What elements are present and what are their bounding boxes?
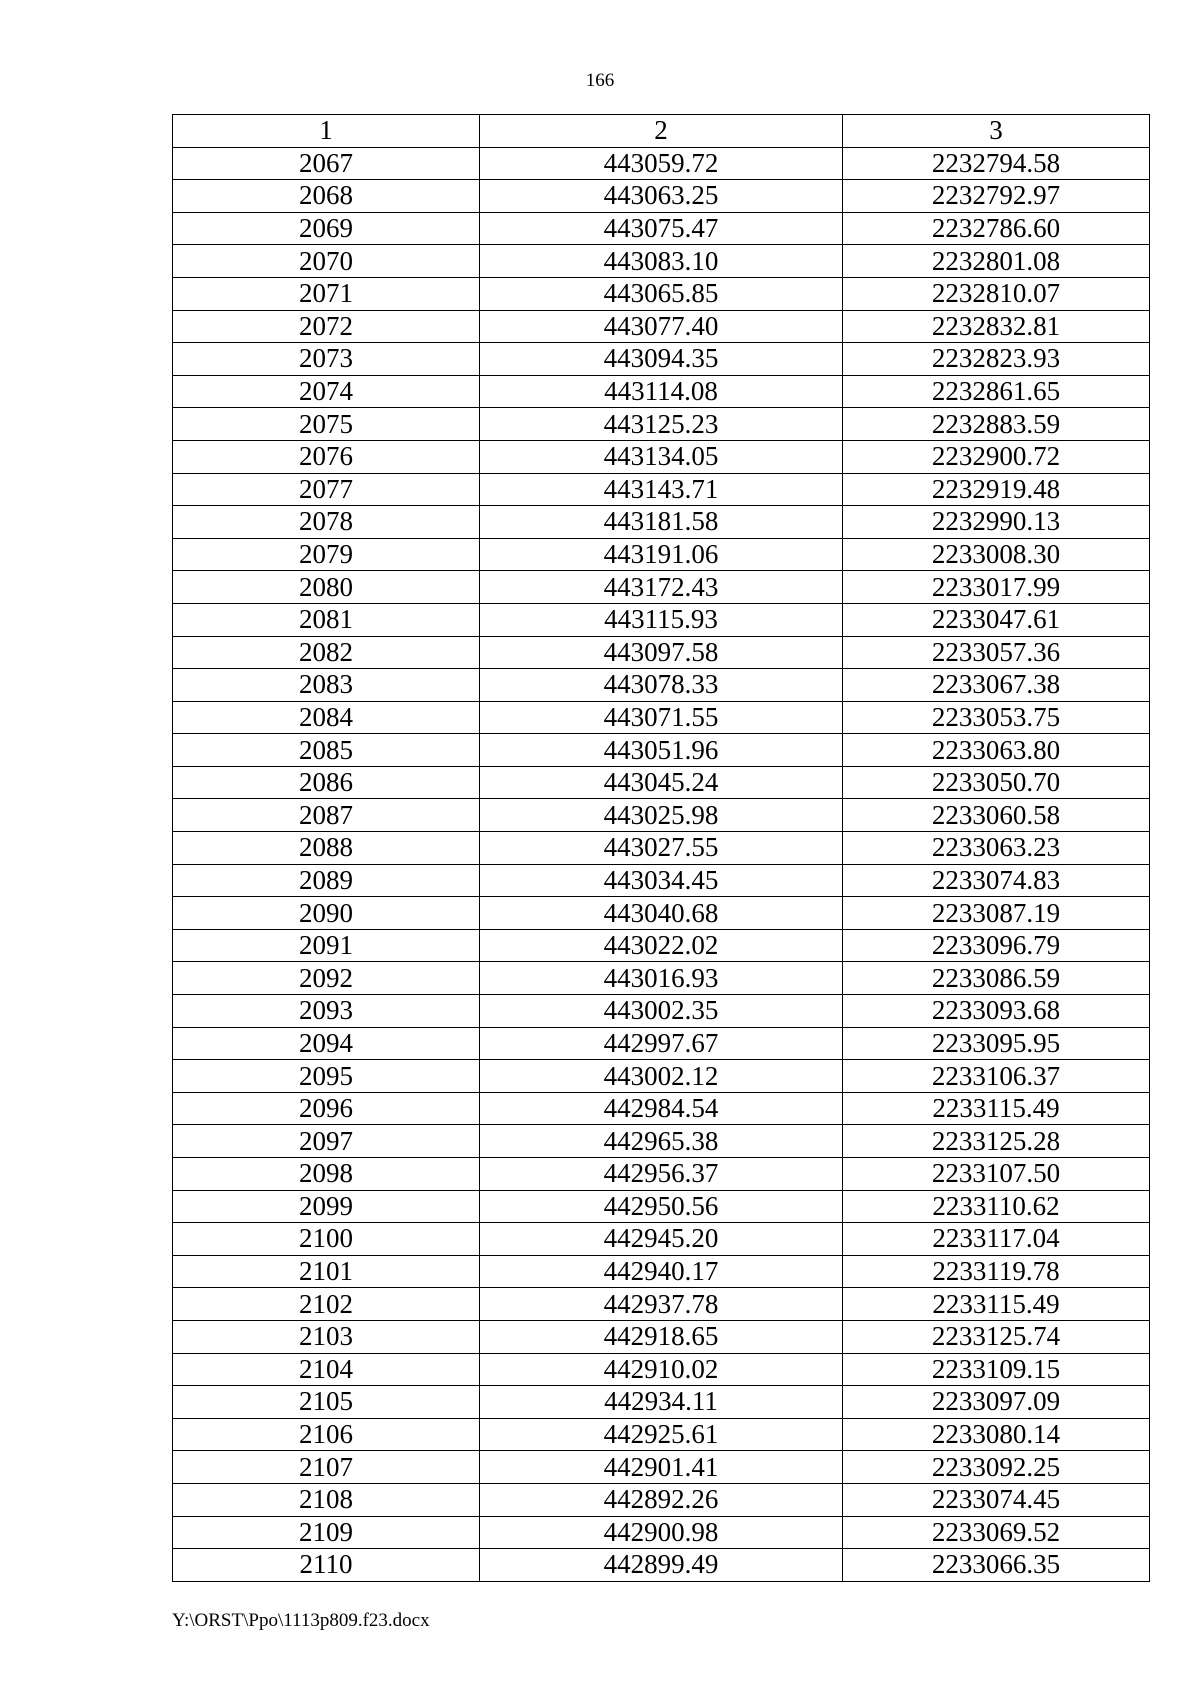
point-number-cell: 2073 bbox=[173, 343, 480, 376]
point-number-cell: 2099 bbox=[173, 1190, 480, 1223]
table-row bbox=[173, 766, 1150, 799]
x-coordinate-cell: 442940.17 bbox=[480, 1255, 843, 1288]
table-body bbox=[173, 115, 1150, 1582]
x-coordinate-cell: 443134.05 bbox=[480, 440, 843, 473]
point-number-cell: 2106 bbox=[173, 1418, 480, 1451]
point-number-cell: 2088 bbox=[173, 832, 480, 865]
x-coordinate-cell: 443143.71 bbox=[480, 473, 843, 506]
x-coordinate-cell: 442892.26 bbox=[480, 1483, 843, 1516]
table-row bbox=[173, 147, 1150, 180]
y-coordinate-cell: 2233067.38 bbox=[843, 669, 1150, 702]
point-number-cell: 2108 bbox=[173, 1483, 480, 1516]
x-coordinate-cell: 443115.93 bbox=[480, 603, 843, 636]
x-coordinate-cell: 443002.12 bbox=[480, 1060, 843, 1093]
x-coordinate-cell: 442918.65 bbox=[480, 1320, 843, 1353]
table-header-row bbox=[173, 115, 1150, 148]
y-coordinate-cell: 2232786.60 bbox=[843, 212, 1150, 245]
footer-file-path: Y:\ORST\Ppo\1113p809.f23.docx bbox=[172, 1610, 430, 1631]
x-coordinate-cell: 442934.11 bbox=[480, 1386, 843, 1419]
table-row bbox=[173, 1353, 1150, 1386]
point-number-cell: 2085 bbox=[173, 734, 480, 767]
point-number-cell: 2095 bbox=[173, 1060, 480, 1093]
x-coordinate-cell: 442965.38 bbox=[480, 1125, 843, 1158]
y-coordinate-cell: 2233017.99 bbox=[843, 571, 1150, 604]
y-coordinate-cell: 2232794.58 bbox=[843, 147, 1150, 180]
y-coordinate-cell: 2233106.37 bbox=[843, 1060, 1150, 1093]
y-coordinate-cell: 2232900.72 bbox=[843, 440, 1150, 473]
x-coordinate-cell: 442984.54 bbox=[480, 1092, 843, 1125]
table-row bbox=[173, 1451, 1150, 1484]
x-coordinate-cell: 443045.24 bbox=[480, 766, 843, 799]
x-coordinate-cell: 443059.72 bbox=[480, 147, 843, 180]
y-coordinate-cell: 2233057.36 bbox=[843, 636, 1150, 669]
table-row bbox=[173, 1158, 1150, 1191]
point-number-cell: 2090 bbox=[173, 897, 480, 930]
y-coordinate-cell: 2233087.19 bbox=[843, 897, 1150, 930]
x-coordinate-cell: 442925.61 bbox=[480, 1418, 843, 1451]
table-row bbox=[173, 962, 1150, 995]
y-coordinate-cell: 2232810.07 bbox=[843, 277, 1150, 310]
table-row bbox=[173, 212, 1150, 245]
y-coordinate-cell: 2232832.81 bbox=[843, 310, 1150, 343]
x-coordinate-cell: 442997.67 bbox=[480, 1027, 843, 1060]
y-coordinate-cell: 2233069.52 bbox=[843, 1516, 1150, 1549]
x-coordinate-cell: 443051.96 bbox=[480, 734, 843, 767]
x-coordinate-cell: 442945.20 bbox=[480, 1223, 843, 1256]
point-number-cell: 2086 bbox=[173, 766, 480, 799]
y-coordinate-cell: 2233109.15 bbox=[843, 1353, 1150, 1386]
point-number-cell: 2091 bbox=[173, 929, 480, 962]
x-coordinate-cell: 443027.55 bbox=[480, 832, 843, 865]
table-row bbox=[173, 669, 1150, 702]
table-row bbox=[173, 440, 1150, 473]
column-header: 1 bbox=[173, 115, 480, 148]
point-number-cell: 2092 bbox=[173, 962, 480, 995]
x-coordinate-cell: 442899.49 bbox=[480, 1549, 843, 1582]
y-coordinate-cell: 2233095.95 bbox=[843, 1027, 1150, 1060]
table-row bbox=[173, 343, 1150, 376]
table-row bbox=[173, 1060, 1150, 1093]
x-coordinate-cell: 443083.10 bbox=[480, 245, 843, 278]
y-coordinate-cell: 2233093.68 bbox=[843, 995, 1150, 1028]
point-number-cell: 2093 bbox=[173, 995, 480, 1028]
table-row bbox=[173, 571, 1150, 604]
x-coordinate-cell: 443077.40 bbox=[480, 310, 843, 343]
y-coordinate-cell: 2233060.58 bbox=[843, 799, 1150, 832]
point-number-cell: 2103 bbox=[173, 1320, 480, 1353]
x-coordinate-cell: 443025.98 bbox=[480, 799, 843, 832]
page-number: 166 bbox=[585, 70, 615, 91]
y-coordinate-cell: 2233050.70 bbox=[843, 766, 1150, 799]
point-number-cell: 2074 bbox=[173, 375, 480, 408]
y-coordinate-cell: 2233107.50 bbox=[843, 1158, 1150, 1191]
table-row bbox=[173, 375, 1150, 408]
point-number-cell: 2110 bbox=[173, 1549, 480, 1582]
y-coordinate-cell: 2233053.75 bbox=[843, 701, 1150, 734]
table-row bbox=[173, 1320, 1150, 1353]
table-row bbox=[173, 1125, 1150, 1158]
table-row bbox=[173, 929, 1150, 962]
y-coordinate-cell: 2232801.08 bbox=[843, 245, 1150, 278]
y-coordinate-cell: 2233125.28 bbox=[843, 1125, 1150, 1158]
table-row bbox=[173, 506, 1150, 539]
y-coordinate-cell: 2232919.48 bbox=[843, 473, 1150, 506]
point-number-cell: 2075 bbox=[173, 408, 480, 441]
point-number-cell: 2102 bbox=[173, 1288, 480, 1321]
point-number-cell: 2071 bbox=[173, 277, 480, 310]
y-coordinate-cell: 2233080.14 bbox=[843, 1418, 1150, 1451]
point-number-cell: 2105 bbox=[173, 1386, 480, 1419]
x-coordinate-cell: 443114.08 bbox=[480, 375, 843, 408]
y-coordinate-cell: 2233074.83 bbox=[843, 864, 1150, 897]
y-coordinate-cell: 2233125.74 bbox=[843, 1320, 1150, 1353]
y-coordinate-cell: 2232861.65 bbox=[843, 375, 1150, 408]
y-coordinate-cell: 2233074.45 bbox=[843, 1483, 1150, 1516]
table-row bbox=[173, 180, 1150, 213]
table-row bbox=[173, 636, 1150, 669]
point-number-cell: 2067 bbox=[173, 147, 480, 180]
x-coordinate-cell: 443022.02 bbox=[480, 929, 843, 962]
point-number-cell: 2094 bbox=[173, 1027, 480, 1060]
point-number-cell: 2080 bbox=[173, 571, 480, 604]
point-number-cell: 2070 bbox=[173, 245, 480, 278]
y-coordinate-cell: 2233115.49 bbox=[843, 1092, 1150, 1125]
x-coordinate-cell: 442956.37 bbox=[480, 1158, 843, 1191]
table-row bbox=[173, 1190, 1150, 1223]
point-number-cell: 2084 bbox=[173, 701, 480, 734]
point-number-cell: 2107 bbox=[173, 1451, 480, 1484]
table-row bbox=[173, 245, 1150, 278]
x-coordinate-cell: 443065.85 bbox=[480, 277, 843, 310]
y-coordinate-cell: 2233066.35 bbox=[843, 1549, 1150, 1582]
table-row bbox=[173, 1255, 1150, 1288]
y-coordinate-cell: 2233110.62 bbox=[843, 1190, 1150, 1223]
point-number-cell: 2098 bbox=[173, 1158, 480, 1191]
x-coordinate-cell: 442910.02 bbox=[480, 1353, 843, 1386]
point-number-cell: 2100 bbox=[173, 1223, 480, 1256]
x-coordinate-cell: 443002.35 bbox=[480, 995, 843, 1028]
column-header: 3 bbox=[843, 115, 1150, 148]
point-number-cell: 2087 bbox=[173, 799, 480, 832]
table-row bbox=[173, 1288, 1150, 1321]
table-row bbox=[173, 277, 1150, 310]
y-coordinate-cell: 2233063.80 bbox=[843, 734, 1150, 767]
y-coordinate-cell: 2232823.93 bbox=[843, 343, 1150, 376]
x-coordinate-cell: 443075.47 bbox=[480, 212, 843, 245]
point-number-cell: 2083 bbox=[173, 669, 480, 702]
table-row bbox=[173, 1483, 1150, 1516]
table-row bbox=[173, 734, 1150, 767]
x-coordinate-cell: 443172.43 bbox=[480, 571, 843, 604]
point-number-cell: 2097 bbox=[173, 1125, 480, 1158]
point-number-cell: 2069 bbox=[173, 212, 480, 245]
x-coordinate-cell: 442900.98 bbox=[480, 1516, 843, 1549]
x-coordinate-cell: 443071.55 bbox=[480, 701, 843, 734]
x-coordinate-cell: 442950.56 bbox=[480, 1190, 843, 1223]
y-coordinate-cell: 2233063.23 bbox=[843, 832, 1150, 865]
point-number-cell: 2076 bbox=[173, 440, 480, 473]
x-coordinate-cell: 443094.35 bbox=[480, 343, 843, 376]
y-coordinate-cell: 2233086.59 bbox=[843, 962, 1150, 995]
y-coordinate-cell: 2233115.49 bbox=[843, 1288, 1150, 1321]
point-number-cell: 2078 bbox=[173, 506, 480, 539]
table-row bbox=[173, 799, 1150, 832]
table-row bbox=[173, 473, 1150, 506]
y-coordinate-cell: 2232883.59 bbox=[843, 408, 1150, 441]
point-number-cell: 2082 bbox=[173, 636, 480, 669]
point-number-cell: 2096 bbox=[173, 1092, 480, 1125]
x-coordinate-cell: 442901.41 bbox=[480, 1451, 843, 1484]
y-coordinate-cell: 2233119.78 bbox=[843, 1255, 1150, 1288]
y-coordinate-cell: 2233047.61 bbox=[843, 603, 1150, 636]
y-coordinate-cell: 2233008.30 bbox=[843, 538, 1150, 571]
point-number-cell: 2089 bbox=[173, 864, 480, 897]
table-row bbox=[173, 1549, 1150, 1582]
table-row bbox=[173, 864, 1150, 897]
table-row bbox=[173, 1092, 1150, 1125]
point-number-cell: 2072 bbox=[173, 310, 480, 343]
x-coordinate-cell: 443016.93 bbox=[480, 962, 843, 995]
point-number-cell: 2104 bbox=[173, 1353, 480, 1386]
table-row bbox=[173, 995, 1150, 1028]
point-number-cell: 2109 bbox=[173, 1516, 480, 1549]
table-row bbox=[173, 408, 1150, 441]
x-coordinate-cell: 443040.68 bbox=[480, 897, 843, 930]
point-number-cell: 2081 bbox=[173, 603, 480, 636]
table-row bbox=[173, 1386, 1150, 1419]
x-coordinate-cell: 443181.58 bbox=[480, 506, 843, 539]
point-number-cell: 2101 bbox=[173, 1255, 480, 1288]
point-number-cell: 2068 bbox=[173, 180, 480, 213]
table-row bbox=[173, 897, 1150, 930]
x-coordinate-cell: 443063.25 bbox=[480, 180, 843, 213]
table-row bbox=[173, 1223, 1150, 1256]
point-number-cell: 2079 bbox=[173, 538, 480, 571]
table-row bbox=[173, 1418, 1150, 1451]
x-coordinate-cell: 443034.45 bbox=[480, 864, 843, 897]
y-coordinate-cell: 2232990.13 bbox=[843, 506, 1150, 539]
x-coordinate-cell: 443097.58 bbox=[480, 636, 843, 669]
y-coordinate-cell: 2233117.04 bbox=[843, 1223, 1150, 1256]
x-coordinate-cell: 442937.78 bbox=[480, 1288, 843, 1321]
y-coordinate-cell: 2233097.09 bbox=[843, 1386, 1150, 1419]
table-row bbox=[173, 1027, 1150, 1060]
point-number-cell: 2077 bbox=[173, 473, 480, 506]
x-coordinate-cell: 443125.23 bbox=[480, 408, 843, 441]
table-row bbox=[173, 832, 1150, 865]
x-coordinate-cell: 443078.33 bbox=[480, 669, 843, 702]
table-row bbox=[173, 310, 1150, 343]
x-coordinate-cell: 443191.06 bbox=[480, 538, 843, 571]
y-coordinate-cell: 2233096.79 bbox=[843, 929, 1150, 962]
y-coordinate-cell: 2233092.25 bbox=[843, 1451, 1150, 1484]
table-row bbox=[173, 701, 1150, 734]
y-coordinate-cell: 2232792.97 bbox=[843, 180, 1150, 213]
table-row bbox=[173, 1516, 1150, 1549]
table-row bbox=[173, 538, 1150, 571]
coordinates-table bbox=[172, 114, 1150, 1582]
column-header: 2 bbox=[480, 115, 843, 148]
table-row bbox=[173, 603, 1150, 636]
